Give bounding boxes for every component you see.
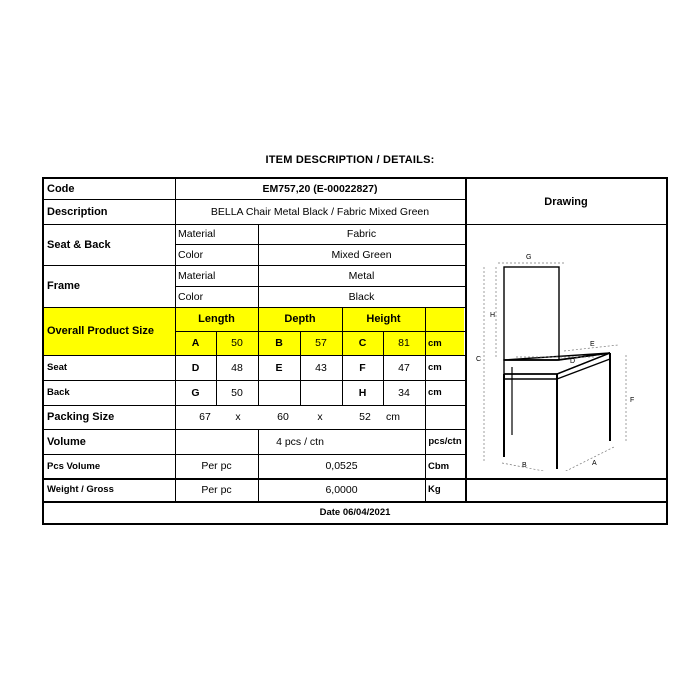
grid-line [425, 478, 426, 501]
weight-label: Weight / Gross [47, 484, 114, 495]
dim-e-value: 43 [315, 361, 327, 374]
grid-line [465, 478, 467, 501]
drawing-letter-h: H [490, 312, 496, 319]
spec-sheet [42, 177, 668, 525]
depth-header: Depth [284, 313, 316, 325]
drawing-letter-g: G [526, 254, 532, 261]
dim-c-letter: C [358, 337, 367, 349]
dim-f-value: 47 [398, 361, 410, 374]
description-label: Description [47, 205, 108, 218]
packing-unit: cm [386, 411, 400, 423]
chair-dimension-drawing [468, 229, 664, 471]
drawing-letter-d: D [570, 358, 576, 365]
dim-a-value: 50 [231, 337, 243, 349]
back-label: Back [47, 387, 70, 398]
drawing-letter-e: E [590, 341, 595, 348]
drawing-label: Drawing [544, 195, 588, 208]
packing-x-2: x [317, 411, 323, 423]
pcs-volume-value: 0,0525 [325, 460, 358, 472]
weight-value: 6,0000 [325, 483, 358, 496]
seat-back-material-label: Material [178, 228, 216, 240]
pcs-volume-per: Per pc [201, 460, 232, 472]
drawing-letter-c: C [476, 356, 482, 363]
overall-size-label: Overall Product Size [47, 325, 154, 337]
dim-g-value: 50 [231, 386, 243, 399]
code-label: Code [47, 183, 75, 195]
dim-h-value: 34 [398, 386, 410, 399]
frame-material-value: Metal [348, 269, 375, 282]
weight-unit: Kg [428, 484, 441, 495]
dim-c-value: 81 [398, 337, 410, 349]
code-value: EM757,20 (E-00022827) [262, 183, 378, 195]
grid-line [175, 478, 176, 501]
packing-x-1: x [235, 411, 241, 423]
overall-unit: cm [428, 337, 442, 349]
packing-height: 52 [359, 411, 371, 423]
frame-material-label: Material [178, 269, 216, 282]
dim-h-letter: H [358, 386, 367, 399]
chair-backrest [504, 267, 559, 360]
dim-f-letter: F [359, 361, 366, 374]
description-value: BELLA Chair Metal Black / Fabric Mixed Green [210, 205, 430, 218]
packing-width: 60 [277, 411, 289, 423]
seat-back-color-label: Color [178, 248, 204, 261]
frame-color-label: Color [178, 290, 204, 303]
dim-b-value: 57 [315, 337, 327, 349]
seat-back-material-value: Fabric [346, 228, 377, 240]
volume-unit: pcs/ctn [428, 436, 462, 447]
dim-d-value: 48 [231, 361, 243, 374]
back-unit: cm [428, 387, 442, 398]
seat-label: Seat [47, 362, 68, 373]
seat-unit: cm [428, 362, 442, 373]
grid-line [425, 405, 426, 429]
dim-e-letter: E [275, 361, 283, 374]
seat-back-label: Seat & Back [47, 238, 111, 251]
packing-length: 67 [199, 411, 211, 423]
frame-color-value: Black [348, 290, 375, 303]
volume-value: 4 pcs / ctn [276, 435, 324, 448]
drawing-letter-a: A [592, 460, 597, 467]
sheet-title: ITEM DESCRIPTION / DETAILS: [265, 154, 435, 166]
dim-g-letter: G [191, 386, 200, 399]
packing-size-label: Packing Size [47, 411, 115, 423]
length-header: Length [198, 313, 235, 325]
date-text: Date 06/04/2021 [319, 506, 391, 518]
pcs-volume-unit: Cbm [428, 460, 450, 472]
dim-d-letter: D [191, 361, 200, 374]
seat-back-color-value: Mixed Green [331, 248, 392, 261]
drawing-letter-f: F [630, 397, 635, 404]
volume-label: Volume [47, 435, 86, 448]
frame-label: Frame [47, 280, 81, 292]
grid-line [258, 478, 259, 501]
height-header: Height [366, 313, 401, 325]
dim-b-letter: B [275, 337, 283, 349]
drawing-letter-b: B [522, 462, 527, 469]
dim-a-letter: A [191, 337, 200, 349]
weight-per: Per pc [201, 483, 232, 496]
pcs-volume-label: Pcs Volume [47, 460, 101, 472]
